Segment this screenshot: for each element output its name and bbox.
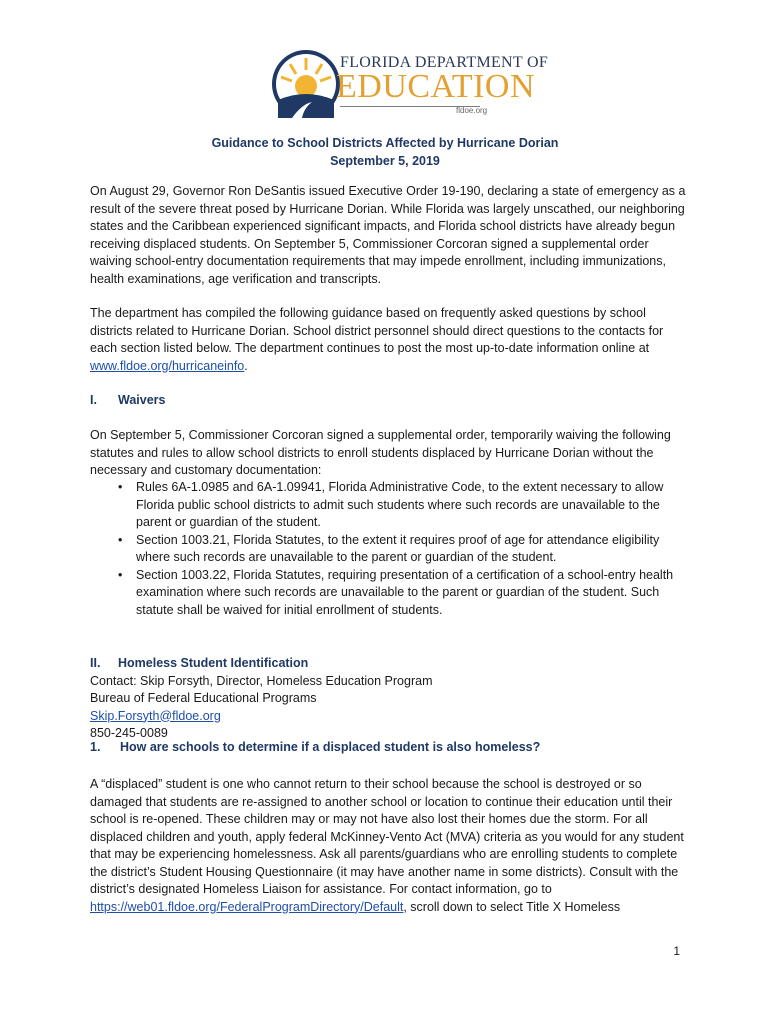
program-directory-link[interactable]: https://web01.fldoe.org/FederalProgramDirectory/Default	[90, 899, 404, 914]
logo-line-1: FLORIDA DEPARTMENT OF	[340, 54, 549, 71]
answer-1-paragraph	[90, 776, 690, 916]
answer-1-text: A “displaced” student is one who cannot return to their school because the school is destroyed or so damaged that students are re-assigned to another school or location to continue their education until their school is re-opened. These children may or may not have also lost their homes due the storm. For all displaced children and youth, apply federal McKinney-Vento Act (MVA) criteria as you would for any student that may be experiencing homelessness. Ask all parents/guardians who are enrolling students to complete the district’s Student Housing Questionnaire (it may have another name in some districts). Consult with the district’s designated Homeless Liaison for assistance. For contact information, go to	[90, 777, 684, 896]
guidance-paragraph	[90, 305, 690, 375]
bullet-icon: •	[118, 532, 123, 547]
list-item-text: Rules 6A-1.0985 and 6A-1.09941, Florida Administrative Code, to the extent necessary to allow Florida public school districts to admit such students where such records are unavailable to the parent or guardian of the student.	[136, 480, 664, 529]
section-2-title: Homeless Student Identification	[118, 656, 309, 670]
bullet-icon: •	[118, 480, 123, 494]
question-1	[90, 740, 540, 754]
document-title	[0, 134, 770, 170]
waivers-list	[90, 479, 690, 619]
intro-paragraph: On August 29, Governor Ron DeSantis issued Executive Order 19-190, declaring a state of emergency as a result of the severe threat posed by Hurricane Dorian. While Florida was largely unscathed, our neighboring states and the Caribbean experienced significant impacts, and Florida school districts have already begun receiving displaced students. On September 5, Commissioner Corcoran signed a supplemental order waiving school-entry documentation requirements that may impede enrollment, including immunizations, health examinations, age verification and transcripts.	[90, 184, 686, 286]
guidance-end: .	[244, 358, 248, 373]
page-number: 1	[673, 944, 680, 958]
section-1-title: Waivers	[118, 393, 166, 407]
hurricaneinfo-link[interactable]: www.fldoe.org/hurricaneinfo	[90, 358, 245, 373]
list-item-text: Section 1003.21, Florida Statutes, to the extent it requires proof of age for attendance eligibility where such records are unavailable to the parent or guardian of the student.	[136, 532, 660, 564]
list-item	[90, 532, 690, 567]
contact-phone: 850-245-0089	[90, 726, 168, 740]
question-1-number: 1.	[90, 740, 101, 754]
title-date: September 5, 2019	[330, 154, 440, 168]
bullet-icon: •	[118, 567, 123, 582]
contact-email-link[interactable]: Skip.Forsyth@fldoe.org	[90, 708, 221, 723]
guidance-text: The department has compiled the following guidance based on frequently asked questions by school districts related to Hurricane Dorian. School district personnel should direct questions to the contacts for each section listed below. The department continues to post the most up-to-date information online at	[90, 306, 664, 355]
bureau-line: Bureau of Federal Educational Programs	[90, 691, 317, 705]
contact-line: Contact: Skip Forsyth, Director, Homeless Education Program	[90, 673, 433, 688]
section-1-heading	[90, 393, 165, 407]
section-2	[90, 655, 433, 743]
sun-emblem-icon	[268, 44, 340, 124]
fldoe-logo	[268, 44, 549, 124]
list-item	[90, 567, 690, 620]
logo-line-2: EDUCATION	[336, 68, 536, 105]
section-2-number: II.	[90, 656, 101, 670]
list-item-text: Section 1003.22, Florida Statutes, requiring presentation of a certification of a school-entry health examination where such records are unavailable to the parent or guardian of the student. Such statute shall be waived for initial enrollment of students.	[136, 567, 674, 617]
answer-1-end: , scroll down to select Title X Homeless	[403, 899, 621, 914]
waivers-paragraph: On September 5, Commissioner Corcoran signed a supplemental order, temporarily waiving the following statutes and rules to allow school districts to enroll students displaced by Hurricane Dorian without the necessary and customary documentation:	[90, 428, 671, 477]
section-1-number: I.	[90, 393, 97, 407]
list-item	[90, 479, 690, 532]
logo-url: fldoe.org	[456, 106, 488, 115]
title-line-1: Guidance to School Districts Affected by Hurricane Dorian	[211, 136, 559, 150]
section-2-heading	[90, 655, 433, 673]
question-1-text: How are schools to determine if a displaced student is also homeless?	[120, 740, 541, 754]
